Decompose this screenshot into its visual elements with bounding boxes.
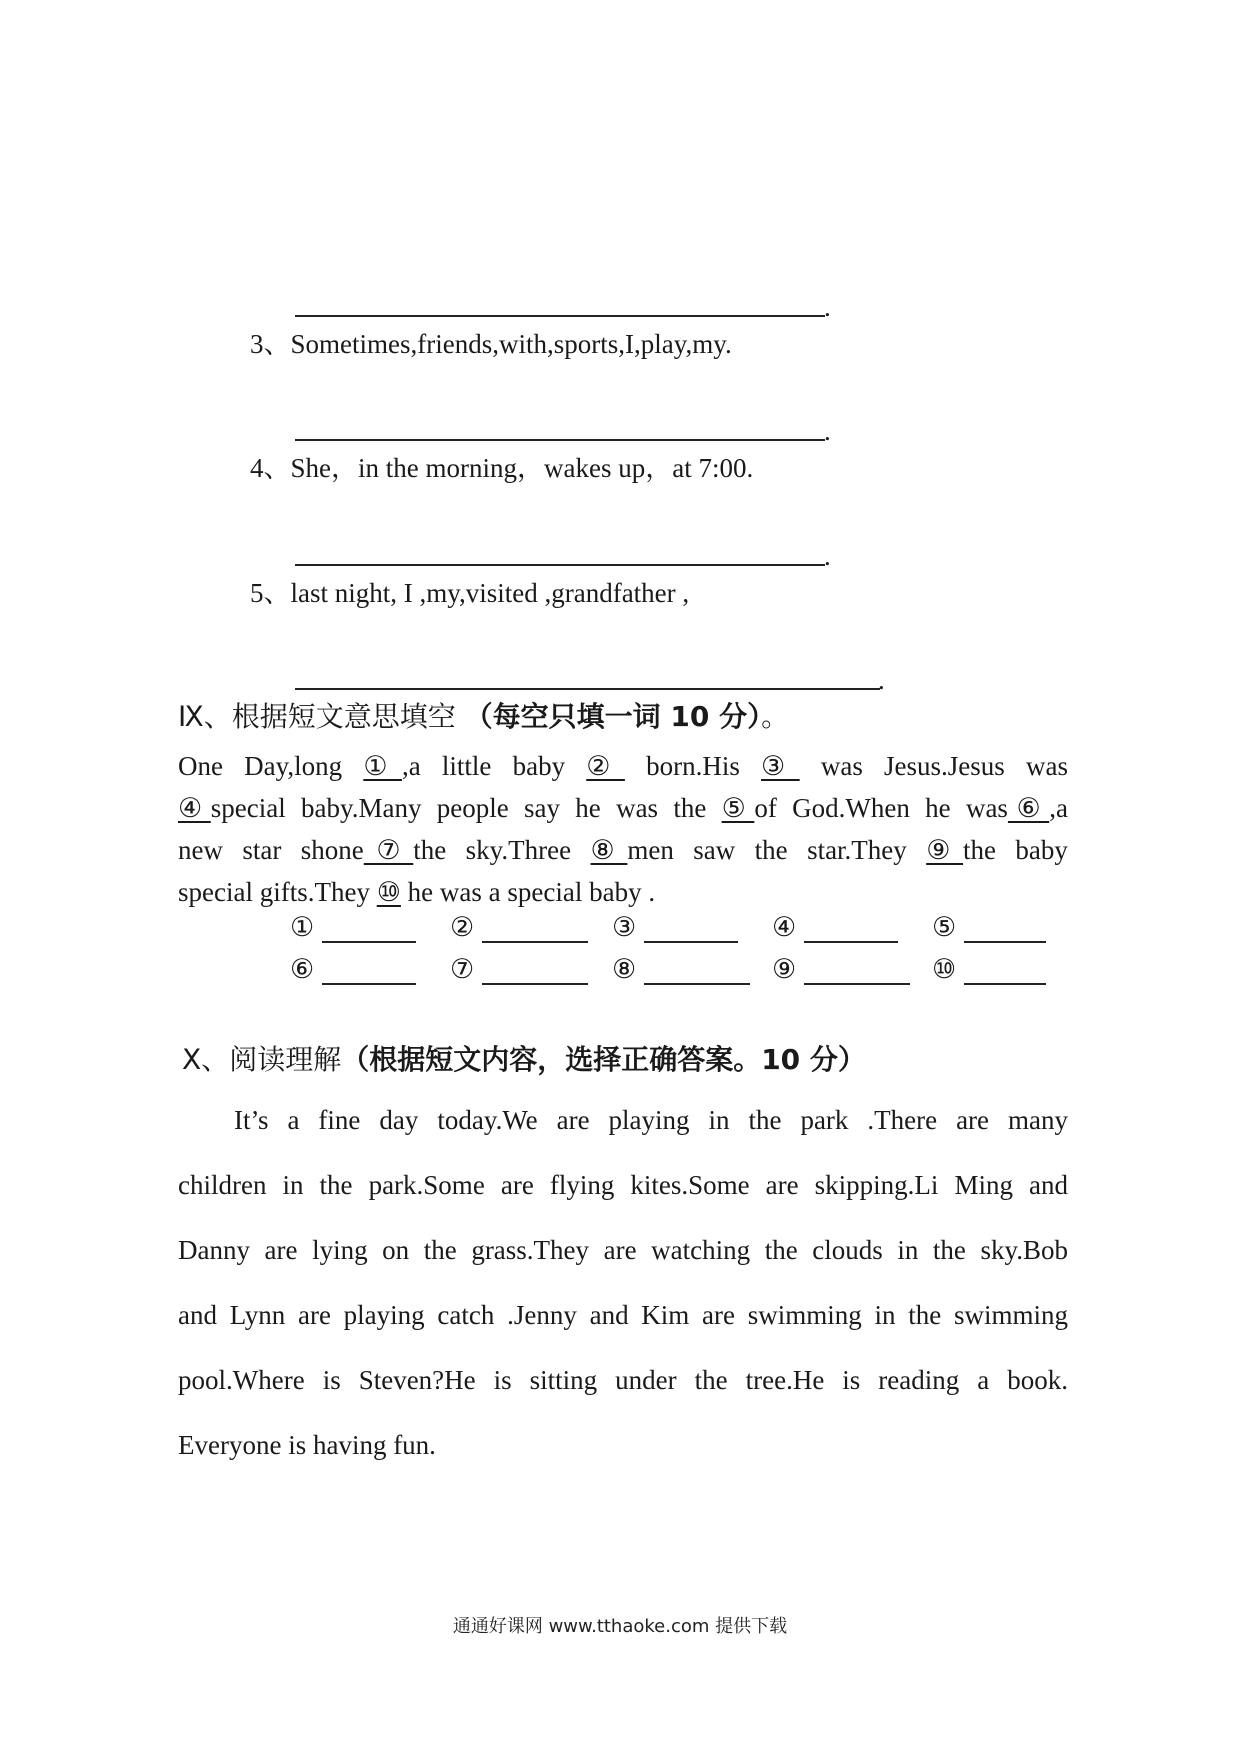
blank-marker: ⑤	[721, 793, 755, 823]
answer-line-5	[295, 688, 880, 690]
passage-line: children in the park.Some are flying kites.Some are skipping.Li Ming and	[178, 1170, 1068, 1200]
section-number: Ⅸ、	[178, 702, 232, 733]
answer-blank-7[interactable]: ⑦	[450, 954, 588, 985]
question-text: last night, I ,my,visited ,grandfather ,	[290, 578, 690, 608]
blank-marker: ①	[363, 751, 402, 781]
page-footer: 通通好课网 www.tthaoke.com 提供下载	[452, 1616, 788, 1637]
passage-line: Everyone is having fun.	[178, 1430, 436, 1460]
passage-line: Danny are lying on the grass.They are watching the clouds in the sky.Bob	[178, 1235, 1068, 1265]
passage-line: new star shone⑦the sky.Three ⑧men saw the star.They ⑨the baby	[178, 835, 1068, 865]
section-10-heading	[182, 1043, 866, 1078]
cloze-passage	[178, 745, 1068, 913]
passage-line: It’s a fine day today.We are playing in the park .There are many	[234, 1105, 1068, 1135]
answer-line-2	[295, 315, 825, 317]
section-title: 根据短文意思填空	[231, 700, 465, 733]
blank-marker: ⑦	[363, 835, 414, 865]
question-number: 3、	[250, 329, 291, 359]
blank-marker: ⑧	[590, 835, 628, 865]
answer-line-2-period: .	[824, 292, 831, 322]
reading-passage	[178, 1088, 1068, 1478]
answer-blank-5[interactable]: ⑤	[932, 912, 1046, 943]
section-instructions: （根据短文内容，选择正确答案。10 分）	[341, 1043, 866, 1076]
question-5	[250, 577, 689, 609]
blank-marker: ②	[586, 751, 625, 781]
answer-line-4	[295, 564, 825, 566]
question-4	[250, 452, 753, 484]
question-3	[250, 328, 732, 360]
answer-blank-1[interactable]: ①	[290, 912, 416, 943]
section-title: 阅读理解	[229, 1043, 342, 1076]
answer-blank-4[interactable]: ④	[772, 912, 898, 943]
answer-row-2	[290, 954, 1070, 990]
question-number: 4、	[250, 453, 291, 483]
section-instructions: （每空只填一词 10 分）	[464, 700, 762, 733]
section-9-heading	[178, 700, 789, 735]
answer-blank-10[interactable]: ⑩	[932, 954, 1046, 985]
section-title-end: 。	[761, 700, 790, 733]
answer-line-3-period: .	[824, 416, 831, 446]
blank-marker: ⑨	[926, 835, 964, 865]
section-number: Ⅹ、	[182, 1045, 230, 1076]
answer-row-1	[290, 912, 1070, 948]
answer-blank-3[interactable]: ③	[612, 912, 738, 943]
answer-blank-6[interactable]: ⑥	[290, 954, 416, 985]
passage-line: ④special baby.Many people say he was the ⑤of God.When he was⑥,a	[178, 793, 1068, 823]
answer-line-5-period: .	[878, 665, 885, 695]
question-text: Sometimes,friends,with,sports,I,play,my.	[290, 329, 732, 359]
blank-marker: ④	[178, 793, 211, 823]
passage-line: special gifts.They ⑩ he was a special baby .	[178, 877, 656, 907]
passage-line: pool.Where is Steven?He is sitting under the tree.He is reading a book.	[178, 1365, 1068, 1395]
blank-marker: ⑥	[1007, 793, 1050, 823]
answer-blank-8[interactable]: ⑧	[612, 954, 750, 985]
blank-marker: ⑩	[376, 877, 401, 907]
answer-blank-2[interactable]: ②	[450, 912, 588, 943]
answer-line-4-period: .	[824, 541, 831, 571]
question-text: She，in the morning，wakes up，at 7:00.	[290, 453, 754, 483]
blank-marker: ③	[761, 751, 800, 781]
passage-line: and Lynn are playing catch .Jenny and Kim are swimming in the swimming	[178, 1300, 1068, 1330]
answer-blank-9[interactable]: ⑨	[772, 954, 910, 985]
answer-line-3	[295, 439, 825, 441]
passage-line: One Day,long ①,a little baby ② born.His ③ was Jesus.Jesus was	[178, 751, 1068, 781]
question-number: 5、	[250, 578, 291, 608]
